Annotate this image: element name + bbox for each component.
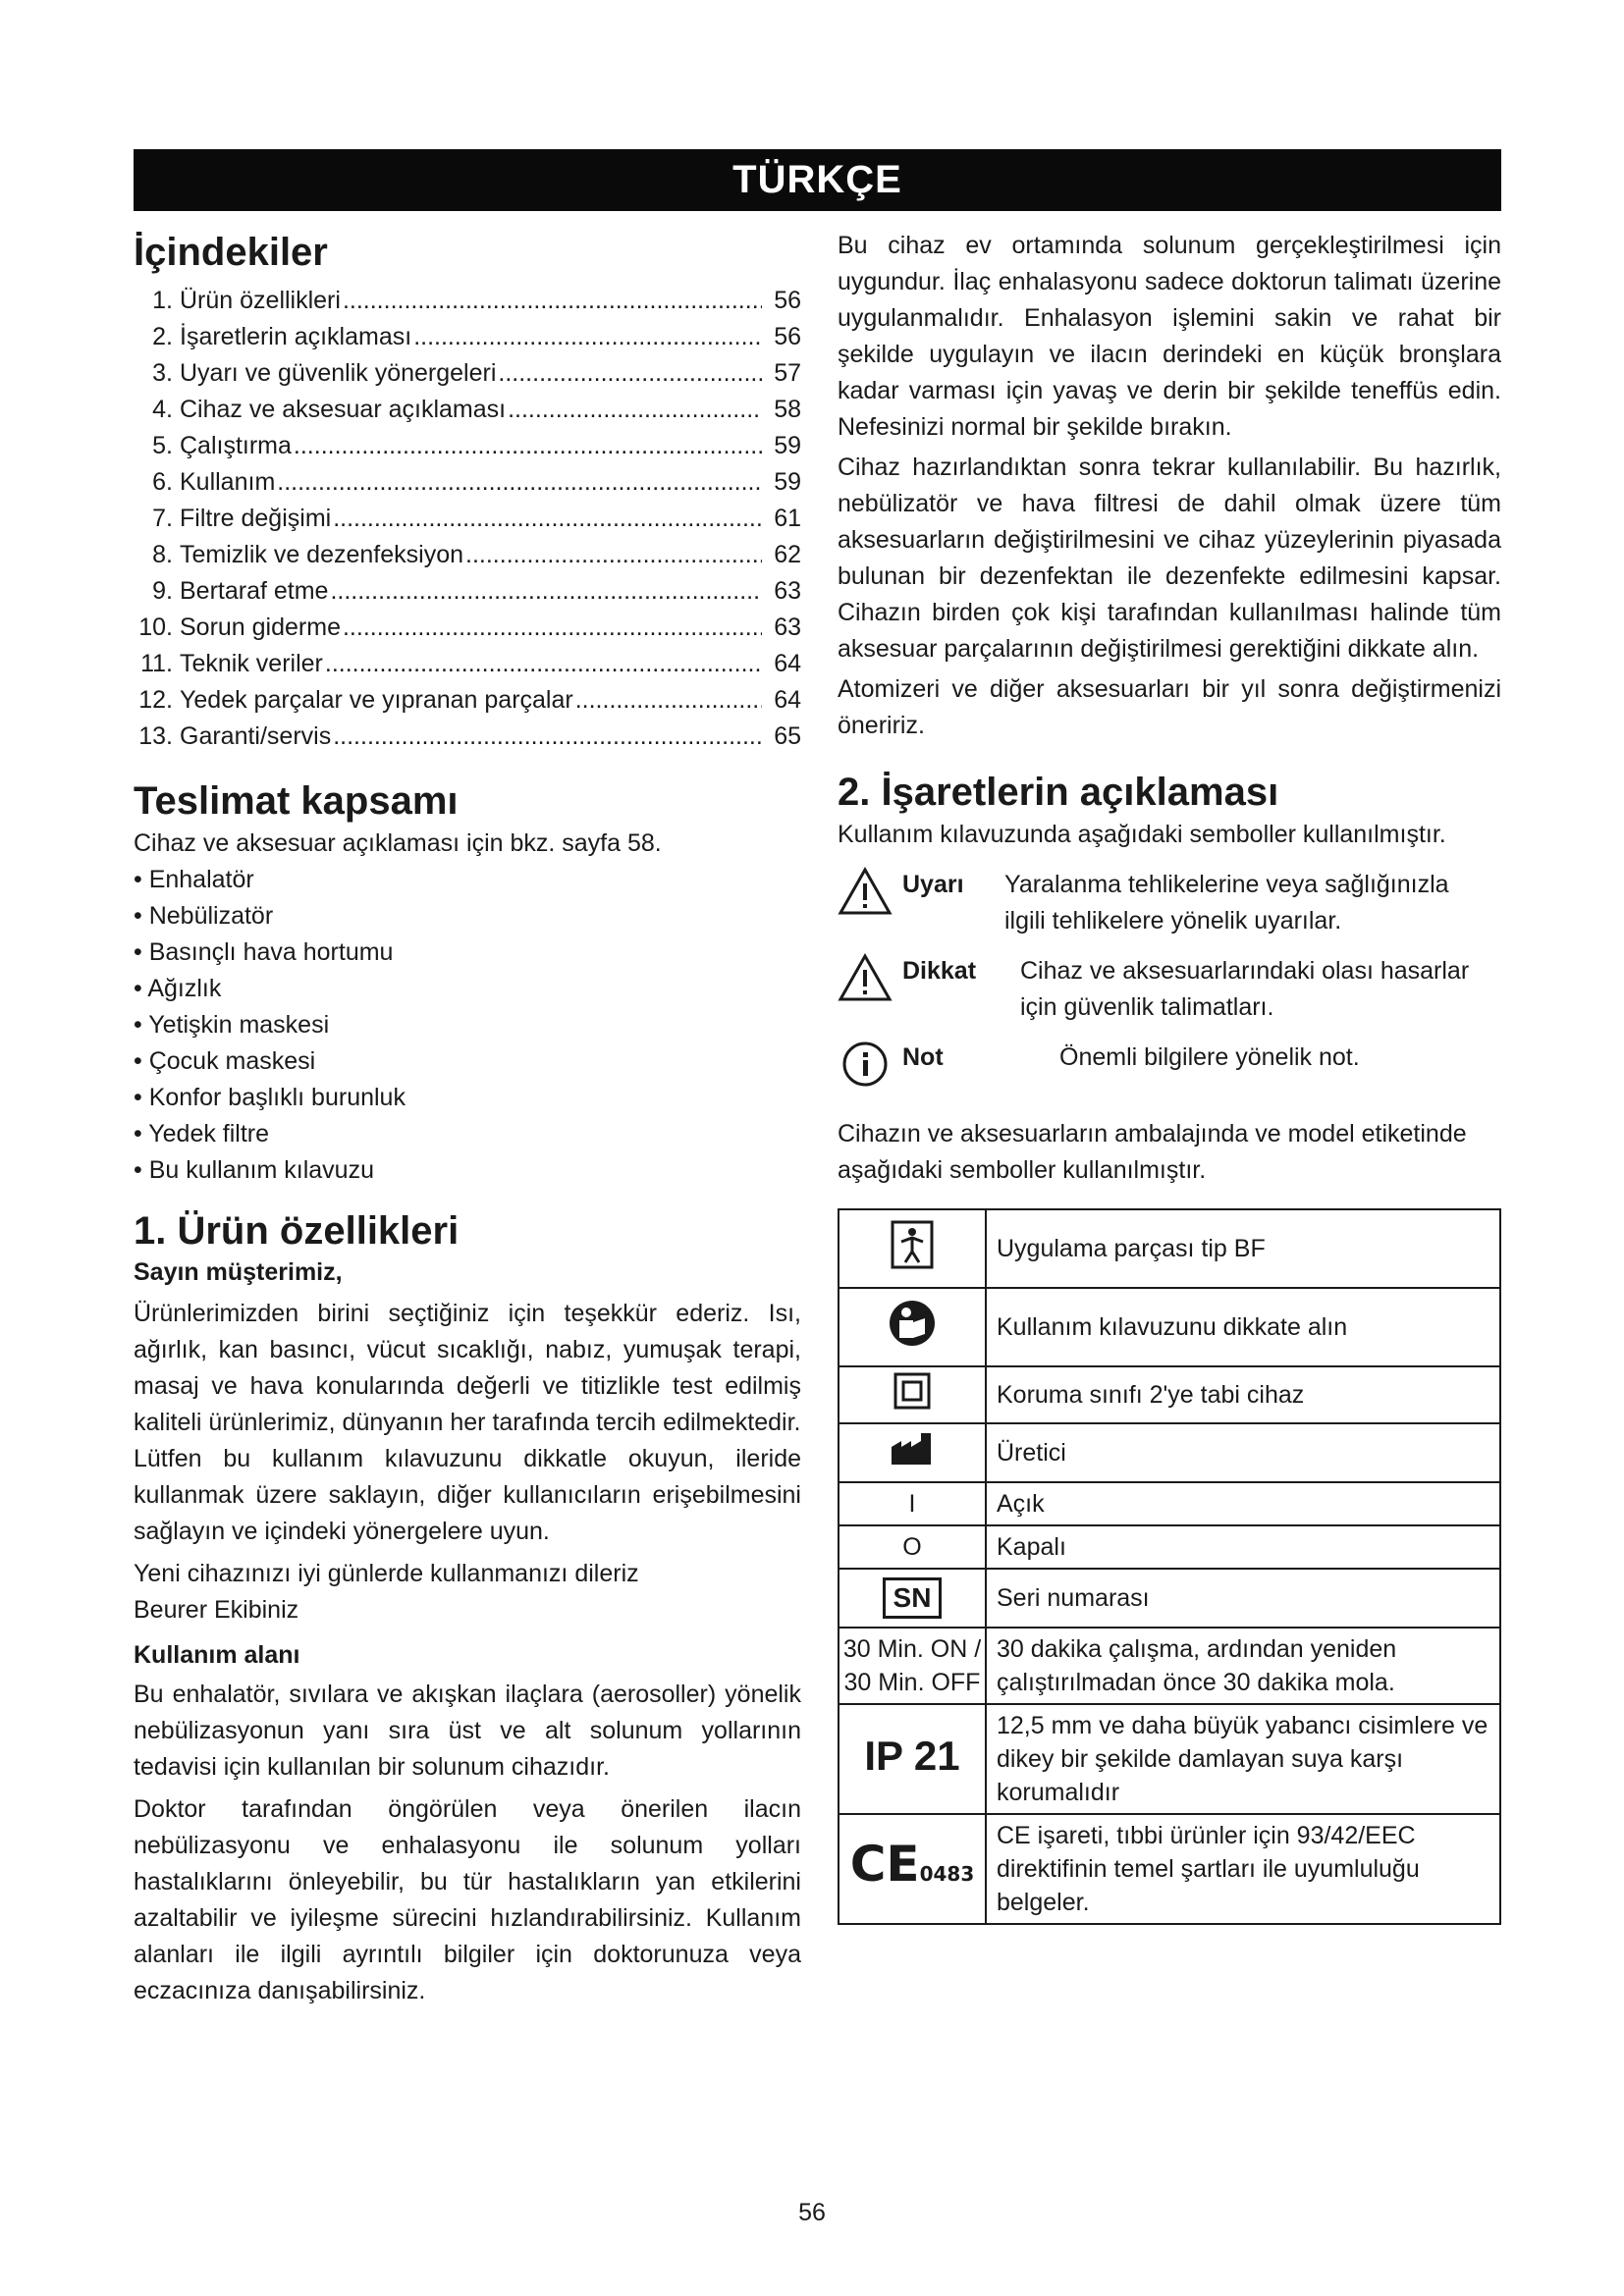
- toc-item-page: 62: [774, 541, 801, 568]
- symbol-desc: Seri numarası: [986, 1569, 1500, 1628]
- toc-item: [134, 537, 801, 573]
- symbol-desc: Açık: [986, 1482, 1500, 1525]
- read-manual-icon: [888, 1299, 937, 1348]
- toc-leader: [465, 537, 762, 573]
- toc-item-number: 9.: [152, 577, 173, 605]
- packaging-intro: Cihazın ve aksesuarların ambalajında ve model etiketinde aşağıdaki semboller kullanılmıştır.: [838, 1120, 1467, 1184]
- warning-triangle-icon: [838, 867, 893, 916]
- toc-item-page: 59: [774, 468, 801, 496]
- greeting: Sayın müşterimiz,: [134, 1258, 343, 1286]
- section-2-title: 2. İşaretlerin açıklaması: [838, 771, 1279, 814]
- toc-title: İçindekiler: [134, 231, 328, 274]
- symbols-table: [838, 1208, 1501, 1925]
- list-item: • Çocuk maskesi: [134, 1043, 801, 1080]
- toc-item-number: 10.: [138, 614, 173, 641]
- toc-item-page: 56: [774, 287, 801, 314]
- notice-note: [838, 1040, 1501, 1089]
- toc-item: [134, 719, 801, 755]
- toc-item-label: Cihaz ve aksesuar açıklaması: [180, 396, 507, 423]
- toc-item-number: 4.: [152, 396, 173, 423]
- table-of-contents: [134, 283, 801, 755]
- table-row: [839, 1525, 1500, 1569]
- toc-item-page: 59: [774, 432, 801, 459]
- section-1-closing: Yeni cihazınızı iyi günlerde kullanmanızı dileriz: [134, 1560, 639, 1587]
- list-item: • Basınçlı hava hortumu: [134, 934, 801, 971]
- toc-leader: [413, 319, 762, 355]
- toc-leader: [277, 464, 762, 501]
- toc-item-number: 3.: [152, 359, 173, 387]
- toc-leader: [294, 428, 762, 464]
- toc-item-number: 6.: [152, 468, 173, 496]
- toc-item-page: 65: [774, 722, 801, 750]
- list-item: • Yedek filtre: [134, 1116, 801, 1152]
- toc-item: [134, 464, 801, 501]
- toc-item-page: 63: [774, 614, 801, 641]
- toc-item-number: 8.: [152, 541, 173, 568]
- toc-leader: [343, 283, 762, 319]
- list-item: • Yetişkin maskesi: [134, 1007, 801, 1043]
- toc-item-label: Garanti/servis: [180, 722, 332, 750]
- toc-item: [134, 610, 801, 646]
- toc-item-number: 11.: [140, 650, 173, 677]
- page-number: 56: [798, 2199, 826, 2226]
- list-item: • Nebülizatör: [134, 898, 801, 934]
- section-1-paragraph-2: Lütfen bu kullanım kılavuzunu dikkatle okuyun, ileride kullanmak üzere saklayın, diğer kullanıcıların erişebilmesini sağlayın ve içindeki yönergelere uyun.: [134, 1445, 801, 1545]
- usage-title: Kullanım alanı: [134, 1641, 300, 1669]
- toc-item-label: Temizlik ve dezenfeksiyon: [180, 541, 464, 568]
- toc-item-page: 61: [774, 505, 801, 532]
- list-item: • Ağızlık: [134, 971, 801, 1007]
- symbol-desc: 12,5 mm ve daha büyük yabancı cisimlere ve dikey bir şekilde damlayan suya karşı korumalıdır: [986, 1704, 1500, 1814]
- list-item: • Enhalatör: [134, 862, 801, 898]
- right-paragraph-2: Cihaz hazırlandıktan sonra tekrar kullanılabilir. Bu hazırlık, nebülizatör ve hava filtresi de dahil olmak üzere tüm aksesuarların değiştirilmesini ve cihaz yüzeylerinin piyasada bulunan bir dezenfektan ile dezenfekte edilmesini kapsar. Cihazın birden çok kişi tarafından kullanılması halinde tüm aksesuar parçalarının değiştirilmesi gerektiğini dikkate alın.: [838, 454, 1501, 663]
- toc-item: [134, 573, 801, 610]
- ce-notified-body: 0483: [919, 1862, 975, 1886]
- toc-item-page: 64: [774, 650, 801, 677]
- section-1-paragraph-1: Ürünlerimizden birini seçtiğiniz için teşekkür ederiz. Isı, ağırlık, kan basıncı, vücut sıcaklığı, nabız, yumuşak terapi, masaj ve hava konularında değerli ve titizlikle test edilmiş kaliteli ürünlerimiz, dünyanın her tarafında tercih edilmektedir.: [134, 1300, 801, 1436]
- symbol-desc: Kapalı: [986, 1525, 1500, 1569]
- usage-paragraph-2: Doktor tarafından öngörülen veya önerilen ilacın nebülizasyonu ve enhalasyonu ile solunum yolları hastalıklarını önleyebilir, bu tür hastalıkların yan etkilerini azaltabilir ve iyileşme sürecini hızlandırabilirsiniz. Kullanım alanları ile ilgili ayrıntılı bilgiler için doktorunuza veya eczacınıza danışabilirsiniz.: [134, 1795, 801, 2004]
- symbol-desc: Üretici: [986, 1423, 1500, 1482]
- table-row: [839, 1704, 1500, 1814]
- class-2-icon: [893, 1372, 931, 1410]
- notice-caution-label: Dikkat: [902, 957, 977, 985]
- right-paragraph-3: Atomizeri ve diğer aksesuarları bir yıl sonra değiştirmenizi öneririz.: [838, 675, 1501, 739]
- table-row: [839, 1628, 1500, 1704]
- caution-triangle-icon: [838, 953, 893, 1002]
- language-header: TÜRKÇE: [134, 149, 1501, 211]
- toc-leader: [343, 610, 762, 646]
- notice-warning-text: Yaralanma tehlikelerine veya sağlığınızla ilgili tehlikelere yönelik uyarılar.: [1004, 871, 1449, 934]
- symbol-desc: Kullanım kılavuzunu dikkate alın: [986, 1288, 1500, 1366]
- toc-leader: [333, 501, 762, 537]
- toc-item-page: 58: [774, 396, 801, 423]
- toc-item-label: Teknik veriler: [180, 650, 323, 677]
- toc-item: [134, 646, 801, 682]
- toc-item-label: Çalıştırma: [180, 432, 292, 459]
- toc-item-label: Uyarı ve güvenlik yönergeleri: [180, 359, 497, 387]
- right-column: [838, 228, 1501, 1925]
- table-row: [839, 1569, 1500, 1628]
- delivery-intro: Cihaz ve aksesuar açıklaması için bkz. sayfa 58.: [134, 829, 662, 857]
- toc-item-number: 7.: [152, 505, 173, 532]
- manufacturer-icon: [890, 1431, 935, 1467]
- symbol-desc: Uygulama parçası tip BF: [986, 1209, 1500, 1288]
- bf-applied-part-icon: [891, 1220, 934, 1269]
- toc-item-number: 12.: [138, 686, 173, 714]
- toc-leader: [333, 719, 762, 755]
- toc-item: [134, 283, 801, 319]
- toc-leader: [330, 573, 762, 610]
- toc-item-number: 5.: [152, 432, 173, 459]
- symbol-desc: CE işareti, tıbbi ürünler için 93/42/EEC direktifinin temel şartları ile uyumluluğu belgeler.: [986, 1814, 1500, 1924]
- ip-rating-symbol: IP 21: [864, 1733, 960, 1779]
- duty-cycle-off: 30 Min. OFF: [843, 1669, 981, 1696]
- toc-item-page: 63: [774, 577, 801, 605]
- notice-caution-text: Cihaz ve aksesuarlarındaki olası hasarlar için güvenlik talimatları.: [1020, 957, 1470, 1021]
- section-2-intro: Kullanım kılavuzunda aşağıdaki semboller kullanılmıştır.: [838, 821, 1446, 848]
- toc-leader: [508, 392, 762, 428]
- toc-item-page: 56: [774, 323, 801, 350]
- toc-item-label: Yedek parçalar ve yıpranan parçalar: [180, 686, 573, 714]
- toc-item: [134, 319, 801, 355]
- list-item: • Konfor başlıklı burunluk: [134, 1080, 801, 1116]
- toc-item-label: İşaretlerin açıklaması: [180, 323, 412, 350]
- toc-leader: [498, 355, 762, 392]
- symbol-desc: Koruma sınıfı 2'ye tabi cihaz: [986, 1366, 1500, 1423]
- toc-item-label: Kullanım: [180, 468, 276, 496]
- notice-note-text: Önemli bilgilere yönelik not.: [1059, 1043, 1360, 1071]
- toc-item: [134, 392, 801, 428]
- left-column: [134, 228, 801, 2009]
- off-symbol: O: [839, 1525, 986, 1569]
- delivery-list: [134, 862, 801, 1189]
- section-1-signature: Beurer Ekibiniz: [134, 1596, 299, 1624]
- toc-item-number: 13.: [138, 722, 173, 750]
- toc-leader: [575, 682, 762, 719]
- info-icon: [838, 1040, 893, 1089]
- toc-item-number: 2.: [152, 323, 173, 350]
- list-item: • Bu kullanım kılavuzu: [134, 1152, 801, 1189]
- toc-item: [134, 682, 801, 719]
- notice-warning-label: Uyarı: [902, 871, 964, 898]
- serial-number-symbol: SN: [883, 1577, 943, 1619]
- table-row: [839, 1209, 1500, 1288]
- table-row: [839, 1423, 1500, 1482]
- table-row: [839, 1482, 1500, 1525]
- toc-item-label: Ürün özellikleri: [180, 287, 341, 314]
- right-paragraph-1: Bu cihaz ev ortamında solunum gerçekleştirilmesi için uygundur. İlaç enhalasyonu sadece doktorun talimatı üzerine uygulanmalıdır. Enhalasyon işlemini sakin ve rahat bir şekilde uygulayın ve ilacın derindeki en küçük bronşlara kadar varması için yavaş ve derin bir şekilde teneffüs edin. Nefesinizi normal bir şekilde bırakın.: [838, 232, 1501, 441]
- notice-note-label: Not: [902, 1043, 944, 1071]
- usage-paragraph-1: Bu enhalatör, sıvılara ve akışkan ilaçlara (aerosoller) yönelik nebülizasyonun yanı sıra üst ve alt solunum yollarının tedavisi için kullanılan bir solunum cihazıdır.: [134, 1681, 801, 1781]
- toc-item-page: 64: [774, 686, 801, 714]
- toc-item-number: 1.: [152, 287, 173, 314]
- notice-caution: [838, 953, 1501, 1026]
- duty-cycle-on: 30 Min. ON /: [842, 1635, 982, 1663]
- table-row: [839, 1288, 1500, 1366]
- toc-leader: [325, 646, 762, 682]
- toc-item-page: 57: [774, 359, 801, 387]
- notice-warning: [838, 867, 1501, 939]
- toc-item-label: Bertaraf etme: [180, 577, 329, 605]
- toc-item: [134, 428, 801, 464]
- table-row: [839, 1814, 1500, 1924]
- on-symbol: I: [839, 1482, 986, 1525]
- toc-item-label: Sorun giderme: [180, 614, 341, 641]
- toc-item: [134, 501, 801, 537]
- ce-mark-icon: CE0483: [849, 1836, 975, 1893]
- table-row: [839, 1366, 1500, 1423]
- section-1-title: 1. Ürün özellikleri: [134, 1209, 460, 1253]
- symbol-desc: 30 dakika çalışma, ardından yeniden çalıştırılmadan önce 30 dakika mola.: [986, 1628, 1500, 1704]
- toc-item-label: Filtre değişimi: [180, 505, 332, 532]
- toc-item: [134, 355, 801, 392]
- delivery-title: Teslimat kapsamı: [134, 779, 459, 823]
